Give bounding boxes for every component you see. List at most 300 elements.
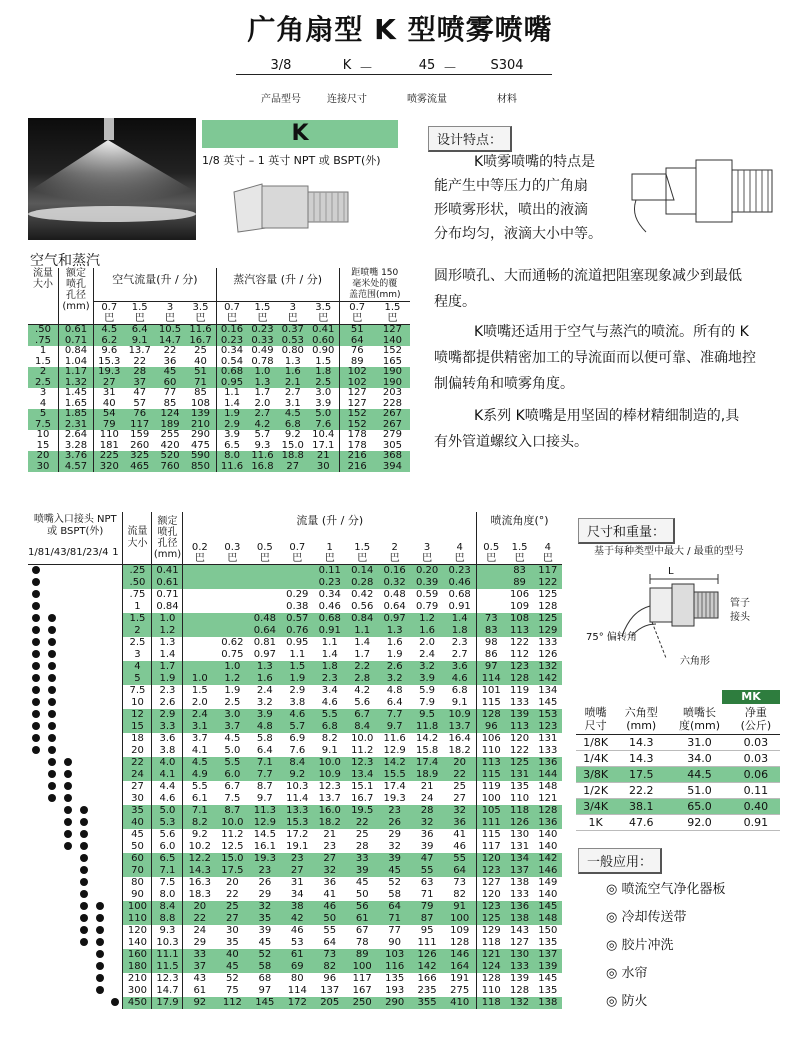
conn-dot-cell xyxy=(92,997,108,1009)
conn-dot-cell xyxy=(108,637,123,649)
connection-dot-icon xyxy=(32,674,40,682)
main-cell: 92 xyxy=(183,997,216,1009)
air-cell: 5 xyxy=(28,409,59,420)
air-cell: 1.5 xyxy=(308,357,339,368)
conn-dot-cell xyxy=(28,589,44,601)
air-cell: 13.7 xyxy=(128,345,151,356)
main-cell: 12 xyxy=(123,709,152,721)
main-cell: 3.9 xyxy=(411,673,443,685)
air-h-orifice-line: 孔径 xyxy=(66,290,86,301)
air-data-row xyxy=(28,451,410,462)
air-cell: 76 xyxy=(350,345,364,356)
conn-dot-cell xyxy=(60,961,76,973)
air-cell: 1.1 xyxy=(224,387,240,398)
air-cell: 1.7 xyxy=(254,387,271,398)
air-cell: 9.6 xyxy=(101,345,118,356)
conn-dot-cell xyxy=(44,793,60,805)
main-cell: 36 xyxy=(420,829,434,840)
main-cell: 14.2 xyxy=(415,733,439,744)
air-pressure-cell xyxy=(339,302,375,325)
conn-dot-cell xyxy=(76,697,92,709)
main-data-row xyxy=(28,649,562,661)
main-cell: 146 xyxy=(534,865,562,877)
conn-dot-cell xyxy=(28,949,44,961)
air-cell: 0.33 xyxy=(247,336,277,347)
conn-dot-cell xyxy=(92,673,108,685)
main-cell: 11.2 xyxy=(221,829,244,840)
main-cell: 1.4 xyxy=(321,649,338,660)
main-cell: 35 xyxy=(226,937,239,948)
main-cell: 115 xyxy=(477,769,506,781)
conn-dot-cell xyxy=(108,961,123,973)
main-cell: 30 xyxy=(226,925,239,936)
connection-dot-icon xyxy=(48,734,56,742)
main-cell: 0.32 xyxy=(378,577,410,589)
air-pressure-value: 3 xyxy=(289,302,296,313)
k-nozzle-icon xyxy=(228,178,378,242)
air-pressure-unit: 巴 xyxy=(257,313,268,324)
conn-dot-cell xyxy=(92,649,108,661)
connection-dot-icon xyxy=(64,806,72,814)
main-pressure-value: 4 xyxy=(544,542,552,553)
main-cell: 142 xyxy=(534,673,562,685)
air-pressure-value: 1.5 xyxy=(131,302,148,313)
size-cell: 92.0 xyxy=(667,815,732,831)
main-flow-table-body xyxy=(28,512,562,1009)
main-cell: 26 xyxy=(258,877,272,888)
design-para-3-line: 制偏转角和喷雾角度。 xyxy=(434,376,574,392)
main-cell: 97 xyxy=(477,661,506,673)
conn-dot-cell xyxy=(60,613,76,625)
main-cell: 19.5 xyxy=(346,805,378,817)
main-cell: 41 xyxy=(443,829,476,841)
main-cell: 4.5 xyxy=(224,733,241,744)
air-cell: 0.60 xyxy=(308,336,339,347)
main-cell: 0.34 xyxy=(318,589,341,600)
main-cell: 0.48 xyxy=(383,589,406,600)
main-cell: 139 xyxy=(534,961,562,973)
air-cell: 2.1 xyxy=(278,378,308,389)
main-cell: 4.1 xyxy=(152,769,183,781)
conn-dot-cell xyxy=(28,769,44,781)
main-cell: 0.46 xyxy=(443,577,476,589)
main-cell: 23 xyxy=(249,865,281,877)
main-cell: 78 xyxy=(355,937,369,948)
main-cell: 1.1 xyxy=(321,637,338,648)
size-cell: 31.0 xyxy=(667,735,732,751)
main-cell: 14.2 xyxy=(378,757,410,769)
main-cell: 130 xyxy=(505,949,533,961)
air-cell: 6.4 xyxy=(125,325,155,336)
main-cell: 117 xyxy=(352,973,372,984)
main-cell: 3.7 xyxy=(191,733,208,744)
main-cell xyxy=(281,577,313,589)
main-pressure-unit: 巴 xyxy=(389,553,400,564)
main-cell: 2.3 xyxy=(443,637,476,649)
air-cell: 1.9 xyxy=(216,409,247,420)
main-data-row xyxy=(28,973,562,985)
conn-dot-cell xyxy=(28,985,44,997)
main-cell: 8.8 xyxy=(152,913,183,925)
size-h-line: (公斤) xyxy=(740,719,772,732)
conn-dot-cell xyxy=(76,829,92,841)
main-cell: 11.2 xyxy=(351,745,374,756)
main-cell: 205 xyxy=(314,997,346,1009)
k-size-text: 1/8 英寸 – 1 英寸 NPT 或 BSPT(外) xyxy=(202,154,381,167)
main-cell: 2.8 xyxy=(346,673,378,685)
main-cell: 11.1 xyxy=(152,949,183,961)
main-cell: 35 xyxy=(123,805,152,817)
design-para-4-line: 有外管道螺纹入口接头。 xyxy=(434,434,588,450)
air-cell: 850 xyxy=(185,462,216,473)
main-pressure-value: 2 xyxy=(391,542,398,553)
main-cell: 0.84 xyxy=(346,613,378,625)
air-cell: 210 xyxy=(185,420,216,431)
air-cell: 465 xyxy=(125,462,155,473)
conn-dot-cell xyxy=(92,865,108,877)
main-cell: 110 xyxy=(123,913,152,925)
main-cell: 12.9 xyxy=(249,817,281,829)
air-cell: 0.61 xyxy=(59,325,94,336)
main-cell: 100 xyxy=(443,913,476,925)
main-cell: 11.5 xyxy=(152,961,183,973)
main-h-flow-line: 流量 xyxy=(127,526,148,537)
connection-dot-icon xyxy=(48,710,56,718)
conn-dot-cell xyxy=(76,709,92,721)
air-cell: 102 xyxy=(339,378,375,389)
air-data-row xyxy=(28,325,410,336)
conn-dot-cell xyxy=(76,949,92,961)
main-cell: 39 xyxy=(346,865,378,877)
conn-size-header: 3/8 xyxy=(60,542,76,565)
main-data-row xyxy=(28,949,562,961)
main-cell: 61 xyxy=(346,913,378,925)
size-pipe-label: 接头 xyxy=(730,612,750,623)
air-cell: 71 xyxy=(185,378,216,389)
conn-dot-cell xyxy=(92,901,108,913)
conn-dot-cell xyxy=(60,949,76,961)
main-cell: 0.95 xyxy=(286,637,309,648)
air-cell: 520 xyxy=(155,451,185,462)
main-cell: 136 xyxy=(534,757,562,769)
main-cell: 109 xyxy=(443,925,476,937)
air-cell: 7.6 xyxy=(308,420,339,431)
application-item: ◎ 胶片冲洗 xyxy=(606,938,674,953)
conn-dot-cell xyxy=(60,817,76,829)
main-cell: 22 xyxy=(183,913,216,925)
conn-dot-cell xyxy=(44,961,60,973)
main-cell: 8.0 xyxy=(152,889,183,901)
conn-dot-cell xyxy=(92,757,108,769)
conn-dot-cell xyxy=(76,757,92,769)
connection-dot-icon xyxy=(96,950,104,958)
air-cell: 108 xyxy=(185,399,216,410)
main-cell: .75 xyxy=(123,589,152,601)
main-cell: 6.0 xyxy=(152,841,183,853)
main-cell: 0.64 xyxy=(383,601,406,612)
conn-dot-cell xyxy=(28,649,44,661)
main-cell: 17.4 xyxy=(411,757,443,769)
main-pressure-cell xyxy=(505,542,533,565)
main-cell: 15.3 xyxy=(281,817,313,829)
main-cell: 12.3 xyxy=(346,757,378,769)
main-cell: 0.39 xyxy=(411,577,443,589)
connection-dot-icon xyxy=(48,686,56,694)
size-h-line: 六角型 xyxy=(624,706,658,719)
main-cell: 130 xyxy=(510,829,530,840)
air-pressure-cell xyxy=(216,302,247,325)
main-cell: 63 xyxy=(420,877,434,888)
main-cell: 46 xyxy=(443,841,476,853)
air-cell: 18.8 xyxy=(278,451,308,462)
main-cell: 1.2 xyxy=(411,613,443,625)
main-cell xyxy=(477,589,506,601)
main-cell: 50 xyxy=(123,841,152,853)
main-cell: 4.4 xyxy=(152,781,183,793)
main-h-orifice-line: (mm) xyxy=(153,549,182,560)
size-cell: 1/4K xyxy=(576,751,615,767)
main-cell: 1.4 xyxy=(443,613,476,625)
conn-dot-cell xyxy=(92,625,108,637)
connection-dot-icon xyxy=(48,746,56,754)
main-h-conn-line: 或 BSPT(外) xyxy=(47,526,104,537)
main-cell: 2.4 xyxy=(183,709,216,721)
air-cell: 203 xyxy=(382,387,402,398)
air-pressure-value: 3 xyxy=(166,302,174,313)
conn-dot-cell xyxy=(92,937,108,949)
conn-dot-cell xyxy=(28,721,44,733)
main-cell: 3.2 xyxy=(256,697,273,708)
connection-dot-icon xyxy=(96,926,104,934)
main-cell: 14.7 xyxy=(152,985,183,997)
air-cell: 1 xyxy=(28,346,59,357)
main-cell: 50 xyxy=(355,889,369,900)
air-cell: 0.49 xyxy=(251,345,274,356)
conn-dot-cell xyxy=(60,829,76,841)
main-cell: 26 xyxy=(378,817,410,829)
k-badge: K xyxy=(202,120,398,148)
main-cell: 9.1 xyxy=(443,697,476,709)
conn-dot-cell xyxy=(44,673,60,685)
conn-dot-cell xyxy=(92,589,108,601)
main-cell: 0.76 xyxy=(281,625,313,637)
air-cell: 181 xyxy=(99,439,119,451)
main-cell: 0.20 xyxy=(411,565,443,578)
main-data-row xyxy=(28,673,562,685)
main-pressure-cell xyxy=(477,542,506,565)
conn-dot-cell xyxy=(44,601,60,613)
main-cell: 11.6 xyxy=(383,733,406,744)
air-cell: 1.6 xyxy=(278,367,308,378)
main-pressure-unit: 巴 xyxy=(227,553,238,564)
main-pressure-cell xyxy=(346,542,378,565)
main-cell: 118 xyxy=(481,937,501,948)
air-cell: 0.71 xyxy=(59,336,94,347)
main-cell: 0.79 xyxy=(415,601,439,612)
conn-dot-cell xyxy=(28,745,44,757)
air-cell: 152 xyxy=(382,345,402,356)
main-pressure-value: 1.5 xyxy=(354,542,371,553)
main-cell: 75 xyxy=(226,985,239,996)
conn-dot-cell xyxy=(108,673,123,685)
size-diagram-icon xyxy=(592,566,782,666)
conn-dot-cell xyxy=(76,649,92,661)
main-h-flow-line: 大小 xyxy=(127,538,148,549)
conn-dot-cell xyxy=(28,709,44,721)
main-cell: 4.6 xyxy=(321,697,338,708)
main-cell: 1.3 xyxy=(249,661,281,673)
air-cell: 19.3 xyxy=(94,367,125,378)
air-h-cov-line: 毫米处的覆 xyxy=(352,279,398,289)
conn-dot-cell xyxy=(108,853,123,865)
main-cell: 4 xyxy=(123,661,152,673)
main-cell: 96 xyxy=(477,721,506,733)
main-cell: 146 xyxy=(443,949,476,961)
conn-dot-cell xyxy=(60,757,76,769)
main-cell: 145 xyxy=(249,997,281,1009)
air-cell: 16.8 xyxy=(247,462,277,473)
main-cell: 125 xyxy=(477,913,506,925)
code-material: S304 xyxy=(462,58,552,75)
main-cell: 4.9 xyxy=(183,769,216,781)
conn-dot-cell xyxy=(60,577,76,589)
code-label-model: 产品型号 xyxy=(261,94,301,105)
main-cell: 6.8 xyxy=(314,721,346,733)
main-data-row xyxy=(28,625,562,637)
conn-dot-cell xyxy=(44,637,60,649)
air-cell: 4.2 xyxy=(247,420,277,431)
main-cell: 11.4 xyxy=(286,793,309,804)
main-cell xyxy=(477,565,506,578)
main-data-row xyxy=(28,733,562,745)
conn-dot-cell xyxy=(108,817,123,829)
air-cell: 2.7 xyxy=(284,387,301,398)
main-data-row xyxy=(28,589,562,601)
connection-dot-icon xyxy=(80,842,88,850)
size-h-size xyxy=(576,704,615,735)
main-cell: 133 xyxy=(538,745,558,756)
connection-dot-icon xyxy=(80,902,88,910)
air-cell: 85 xyxy=(185,388,216,399)
size-cell: 1/8K xyxy=(576,735,615,751)
air-data-row xyxy=(28,346,410,357)
air-header-row xyxy=(28,268,410,302)
main-cell: 128 xyxy=(481,973,501,984)
main-cell: 160 xyxy=(123,949,152,961)
main-cell: 1.5 xyxy=(281,661,313,673)
main-cell: 122 xyxy=(510,745,530,756)
main-cell: 133 xyxy=(538,637,558,648)
connection-dot-icon xyxy=(48,758,56,766)
main-cell: 3.2 xyxy=(378,673,410,685)
main-cell: 86 xyxy=(484,649,498,660)
conn-dot-cell xyxy=(28,637,44,649)
design-para-2-line: 圆形喷孔、大而通畅的流道把阻塞现象减少到最低 xyxy=(434,268,742,284)
conn-dot-cell xyxy=(76,877,92,889)
air-cell: 152 xyxy=(339,420,375,431)
main-cell: 132 xyxy=(505,997,533,1009)
air-cell: 11.6 xyxy=(247,451,277,462)
conn-dot-cell xyxy=(76,781,92,793)
main-cell: 2.9 xyxy=(289,685,306,696)
main-cell: 117 xyxy=(481,841,501,852)
main-cell: 3.0 xyxy=(216,709,248,721)
conn-dot-cell xyxy=(92,661,108,673)
main-cell: 150 xyxy=(538,925,558,936)
main-cell: 40 xyxy=(123,817,152,829)
conn-dot-cell xyxy=(92,721,108,733)
main-cell: 73 xyxy=(477,613,506,625)
air-cell: 1.45 xyxy=(59,388,94,399)
conn-dot-cell xyxy=(92,781,108,793)
main-cell: 167 xyxy=(352,985,372,996)
main-cell: 40 xyxy=(216,949,248,961)
air-h-orifice-line: (mm) xyxy=(62,301,90,312)
conn-dot-cell xyxy=(28,829,44,841)
air-cell: 228 xyxy=(382,397,402,409)
main-cell: 0.56 xyxy=(351,601,374,612)
air-cell: 37 xyxy=(125,378,155,389)
main-cell: 3.6 xyxy=(152,733,183,745)
connection-dot-icon xyxy=(80,806,88,814)
main-cell: 96 xyxy=(323,973,337,984)
conn-dot-cell xyxy=(108,877,123,889)
air-cell: 216 xyxy=(339,451,375,462)
main-cell: 6.8 xyxy=(443,685,476,697)
connection-dot-icon xyxy=(64,818,72,826)
main-cell: 87 xyxy=(411,913,443,925)
air-cell: 4.57 xyxy=(59,462,94,473)
conn-dot-cell xyxy=(28,673,44,685)
main-data-row xyxy=(28,997,562,1009)
design-para-1-line: 形喷雾形状，喷出的液滴 xyxy=(434,202,588,218)
air-cell: 15.0 xyxy=(281,439,304,451)
main-cell: 131 xyxy=(505,769,533,781)
main-cell: 25 xyxy=(355,829,369,840)
connection-dot-icon xyxy=(80,926,88,934)
conn-dot-cell xyxy=(28,973,44,985)
air-cell: 0.34 xyxy=(220,345,244,356)
main-cell: 10.3 xyxy=(152,937,183,949)
size-data-row xyxy=(576,735,780,751)
main-cell: 83 xyxy=(477,625,506,637)
main-cell: 4.5 xyxy=(183,757,216,769)
design-features-title: 设计特点： xyxy=(428,126,512,152)
main-cell: 5.0 xyxy=(152,805,183,817)
main-cell xyxy=(249,577,281,589)
conn-dot-cell xyxy=(76,805,92,817)
size-cell: 0.06 xyxy=(732,767,780,783)
connection-dot-icon xyxy=(64,782,72,790)
main-cell: 131 xyxy=(510,841,530,852)
conn-dot-cell xyxy=(92,793,108,805)
main-cell: 9.7 xyxy=(256,793,273,804)
size-cell: 0.03 xyxy=(732,751,780,767)
main-data-row xyxy=(28,829,562,841)
conn-dot-cell xyxy=(28,817,44,829)
air-cell: 305 xyxy=(382,439,402,451)
air-cell: 2.5 xyxy=(308,378,339,389)
main-data-row xyxy=(28,817,562,829)
main-cell: 1.7 xyxy=(354,649,371,660)
conn-dot-cell xyxy=(60,865,76,877)
main-data-row xyxy=(28,865,562,877)
main-data-row xyxy=(28,877,562,889)
main-pressure-unit: 巴 xyxy=(422,553,433,564)
air-cell: 1.32 xyxy=(59,378,94,389)
main-cell: 123 xyxy=(534,721,562,733)
main-pressure-unit: 巴 xyxy=(292,553,303,564)
